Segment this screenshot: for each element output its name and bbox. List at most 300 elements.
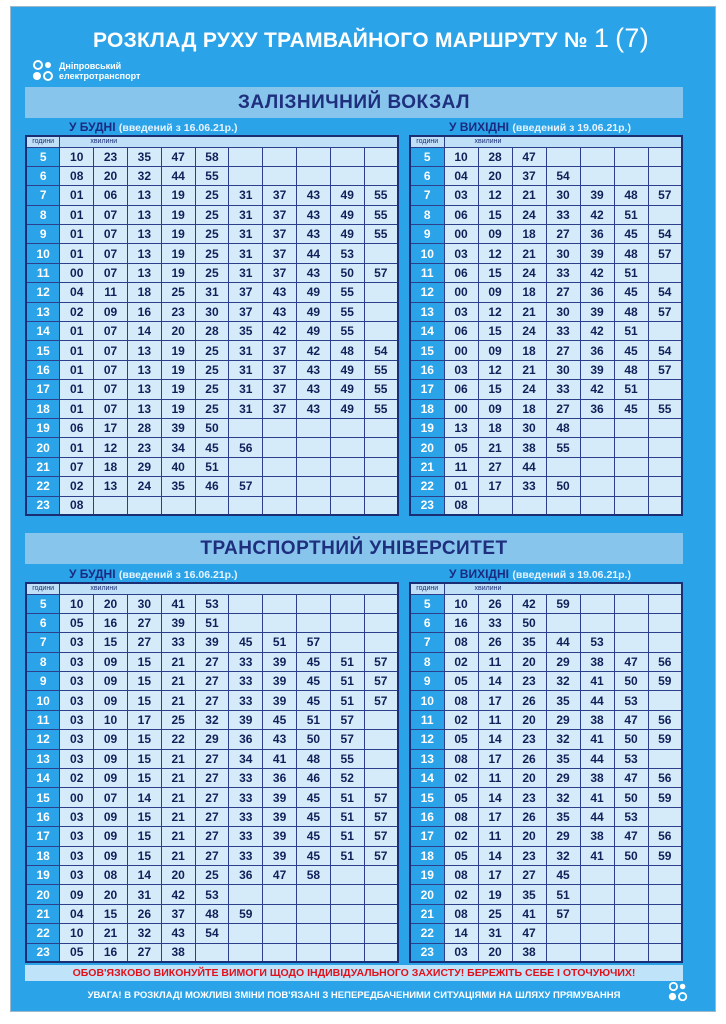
minute-cell: 54 <box>648 225 682 244</box>
hour-cell: 16 <box>410 807 444 826</box>
minute-cell: 20 <box>478 166 512 185</box>
minute-cell: 33 <box>229 672 263 691</box>
hour-cell: 10 <box>410 244 444 263</box>
table-row <box>26 380 398 399</box>
minute-cell: 57 <box>648 302 682 321</box>
hour-cell: 21 <box>410 457 444 476</box>
minute-cell: 05 <box>444 438 478 457</box>
hour-cell: 12 <box>26 283 60 302</box>
table-row <box>410 865 682 884</box>
minute-cell: 35 <box>161 477 195 496</box>
minute-cell: 25 <box>478 904 512 923</box>
minute-cell: 48 <box>614 302 648 321</box>
minute-cell: 45 <box>297 652 331 671</box>
minute-cell: 49 <box>330 225 364 244</box>
minute-cell: 03 <box>60 865 94 884</box>
minute-cell: 44 <box>546 633 580 652</box>
minute-cell <box>330 594 364 613</box>
table-row <box>410 943 682 962</box>
minute-cell: 03 <box>444 302 478 321</box>
minute-cell <box>614 613 648 632</box>
minute-cell: 03 <box>60 807 94 826</box>
section-1-weekday-table <box>25 135 399 516</box>
minute-cell: 33 <box>229 652 263 671</box>
section-2-weekend-label <box>449 567 631 581</box>
minute-cell: 57 <box>330 710 364 729</box>
minute-cell: 51 <box>614 322 648 341</box>
hour-cell: 17 <box>410 380 444 399</box>
minute-cell: 14 <box>478 846 512 865</box>
minute-cell <box>229 418 263 437</box>
minute-cell: 25 <box>195 360 229 379</box>
minute-cell: 15 <box>127 652 161 671</box>
minute-cell <box>364 438 398 457</box>
minute-cell: 05 <box>444 846 478 865</box>
minute-cell <box>364 865 398 884</box>
hour-cell: 18 <box>26 846 60 865</box>
minute-cell <box>648 904 682 923</box>
minute-cell: 02 <box>444 710 478 729</box>
minute-cell <box>229 457 263 476</box>
minute-cell <box>580 943 614 962</box>
minute-cell <box>330 943 364 962</box>
minute-cell: 48 <box>195 904 229 923</box>
minute-cell: 17 <box>478 477 512 496</box>
minutes-column-head: хвилини <box>444 136 682 147</box>
minute-cell: 20 <box>512 827 546 846</box>
minute-cell: 09 <box>94 749 128 768</box>
hour-cell: 22 <box>410 477 444 496</box>
column-head-row <box>26 136 398 147</box>
minute-cell: 21 <box>478 438 512 457</box>
minute-cell: 27 <box>195 788 229 807</box>
hour-cell: 23 <box>410 943 444 962</box>
minute-cell <box>648 477 682 496</box>
minute-cell: 51 <box>330 691 364 710</box>
minute-cell: 57 <box>648 186 682 205</box>
section-1-weekend-table <box>409 135 683 516</box>
minute-cell: 51 <box>195 457 229 476</box>
minute-cell: 56 <box>648 710 682 729</box>
minute-cell: 43 <box>297 263 331 282</box>
minute-cell: 45 <box>297 846 331 865</box>
minute-cell: 20 <box>94 166 128 185</box>
minute-cell: 33 <box>229 769 263 788</box>
minute-cell: 51 <box>330 807 364 826</box>
minute-cell <box>648 457 682 476</box>
minute-cell <box>195 943 229 962</box>
minute-cell: 38 <box>580 710 614 729</box>
minute-cell <box>648 865 682 884</box>
minute-cell: 31 <box>229 205 263 224</box>
table-row <box>26 496 398 515</box>
minute-cell: 03 <box>60 730 94 749</box>
minute-cell: 45 <box>614 341 648 360</box>
minute-cell: 09 <box>60 885 94 904</box>
minute-cell <box>512 496 546 515</box>
table-row <box>26 225 398 244</box>
minute-cell <box>648 749 682 768</box>
minute-cell: 41 <box>580 788 614 807</box>
minute-cell: 57 <box>546 904 580 923</box>
minute-cell: 55 <box>330 322 364 341</box>
minute-cell: 14 <box>127 788 161 807</box>
minute-cell: 03 <box>60 633 94 652</box>
minute-cell: 16 <box>94 943 128 962</box>
minute-cell: 34 <box>161 438 195 457</box>
minute-cell: 09 <box>94 807 128 826</box>
minute-cell: 41 <box>512 904 546 923</box>
minute-cell: 55 <box>364 186 398 205</box>
minute-cell: 15 <box>478 263 512 282</box>
minute-cell: 00 <box>444 283 478 302</box>
minute-cell: 15 <box>127 691 161 710</box>
minute-cell: 51 <box>195 613 229 632</box>
minute-cell: 13 <box>127 186 161 205</box>
minute-cell <box>330 924 364 943</box>
hour-cell: 16 <box>26 807 60 826</box>
minute-cell: 35 <box>127 147 161 166</box>
minute-cell: 39 <box>580 360 614 379</box>
minute-cell: 29 <box>546 827 580 846</box>
minute-cell: 25 <box>195 341 229 360</box>
minute-cell: 13 <box>127 399 161 418</box>
minute-cell: 15 <box>127 769 161 788</box>
minute-cell: 45 <box>195 438 229 457</box>
minute-cell: 36 <box>580 225 614 244</box>
minute-cell: 30 <box>546 186 580 205</box>
minute-cell: 20 <box>161 865 195 884</box>
minute-cell: 53 <box>614 749 648 768</box>
minute-cell: 46 <box>297 769 331 788</box>
table-row <box>410 633 682 652</box>
minute-cell: 05 <box>444 788 478 807</box>
hour-cell: 15 <box>410 341 444 360</box>
minute-cell: 15 <box>127 730 161 749</box>
hour-cell: 6 <box>26 613 60 632</box>
minute-cell: 41 <box>580 730 614 749</box>
minute-cell: 20 <box>512 652 546 671</box>
minute-cell: 06 <box>444 322 478 341</box>
minute-cell: 28 <box>195 322 229 341</box>
minute-cell <box>364 477 398 496</box>
minute-cell: 27 <box>195 807 229 826</box>
minute-cell: 37 <box>161 904 195 923</box>
minute-cell <box>648 147 682 166</box>
hour-cell: 19 <box>26 418 60 437</box>
table-row <box>26 749 398 768</box>
minute-cell: 09 <box>94 672 128 691</box>
minute-cell: 11 <box>94 283 128 302</box>
minute-cell: 21 <box>512 244 546 263</box>
minute-cell: 45 <box>297 827 331 846</box>
minute-cell: 47 <box>512 147 546 166</box>
table-row <box>410 730 682 749</box>
table-row <box>410 205 682 224</box>
hour-cell: 7 <box>410 186 444 205</box>
minute-cell <box>229 166 263 185</box>
minute-cell: 51 <box>614 205 648 224</box>
minute-cell <box>330 438 364 457</box>
minute-cell: 02 <box>444 652 478 671</box>
minute-cell: 45 <box>297 672 331 691</box>
minute-cell <box>614 496 648 515</box>
minute-cell: 55 <box>364 380 398 399</box>
minute-cell: 33 <box>512 477 546 496</box>
minute-cell <box>263 457 297 476</box>
table-row <box>410 244 682 263</box>
minute-cell: 29 <box>546 652 580 671</box>
minute-cell: 37 <box>263 341 297 360</box>
minute-cell <box>297 613 331 632</box>
hour-cell: 15 <box>26 788 60 807</box>
minute-cell: 08 <box>60 166 94 185</box>
hours-column-head: години <box>410 583 444 594</box>
minute-cell: 50 <box>330 263 364 282</box>
minute-cell: 18 <box>478 418 512 437</box>
minute-cell: 36 <box>580 283 614 302</box>
minute-cell: 48 <box>614 244 648 263</box>
hours-column-head: години <box>26 583 60 594</box>
minute-cell: 33 <box>546 322 580 341</box>
minute-cell <box>364 457 398 476</box>
minute-cell: 26 <box>127 904 161 923</box>
minute-cell: 07 <box>94 225 128 244</box>
minute-cell: 39 <box>263 672 297 691</box>
minute-cell: 36 <box>263 769 297 788</box>
weekday-intro-text: (введений з 16.06.21р.) <box>118 122 238 134</box>
hours-column-head: години <box>410 136 444 147</box>
minute-cell: 12 <box>478 244 512 263</box>
table-row <box>26 263 398 282</box>
hour-cell: 22 <box>26 477 60 496</box>
table-row <box>410 477 682 496</box>
minute-cell: 06 <box>444 263 478 282</box>
minute-cell: 19 <box>161 263 195 282</box>
minute-cell: 17 <box>478 691 512 710</box>
minute-cell: 12 <box>478 360 512 379</box>
title-text: РОЗКЛАД РУХУ ТРАМВАЙНОГО МАРШРУТУ № <box>92 29 588 52</box>
minute-cell <box>364 749 398 768</box>
minute-cell: 53 <box>614 807 648 826</box>
hour-cell: 14 <box>410 322 444 341</box>
table-row <box>26 341 398 360</box>
minute-cell: 03 <box>444 943 478 962</box>
minute-cell: 43 <box>297 205 331 224</box>
minute-cell: 21 <box>94 924 128 943</box>
minute-cell: 08 <box>444 496 478 515</box>
minute-cell: 27 <box>478 457 512 476</box>
minute-cell: 51 <box>330 827 364 846</box>
minute-cell <box>580 865 614 884</box>
minute-cell <box>364 633 398 652</box>
minute-cell: 07 <box>94 399 128 418</box>
hour-cell: 13 <box>26 749 60 768</box>
minute-cell: 07 <box>94 205 128 224</box>
hour-cell: 17 <box>26 827 60 846</box>
minute-cell: 31 <box>229 225 263 244</box>
minute-cell <box>297 924 331 943</box>
minute-cell <box>330 613 364 632</box>
table-row <box>410 360 682 379</box>
minute-cell <box>297 943 331 962</box>
minute-cell: 03 <box>60 846 94 865</box>
minute-cell: 19 <box>161 186 195 205</box>
minute-cell: 44 <box>161 166 195 185</box>
minute-cell: 20 <box>94 885 128 904</box>
minute-cell: 49 <box>330 186 364 205</box>
minute-cell <box>364 322 398 341</box>
minute-cell: 28 <box>127 418 161 437</box>
minute-cell: 07 <box>94 360 128 379</box>
minute-cell <box>263 496 297 515</box>
minute-cell: 50 <box>614 788 648 807</box>
minute-cell: 21 <box>161 691 195 710</box>
table-row <box>410 438 682 457</box>
minute-cell <box>364 943 398 962</box>
minute-cell: 08 <box>444 904 478 923</box>
minute-cell: 15 <box>94 633 128 652</box>
minute-cell: 17 <box>478 749 512 768</box>
minute-cell: 59 <box>546 594 580 613</box>
table-row <box>26 633 398 652</box>
minute-cell: 43 <box>263 730 297 749</box>
table-row <box>410 399 682 418</box>
minute-cell: 12 <box>478 302 512 321</box>
minute-cell: 57 <box>364 846 398 865</box>
minute-cell <box>580 924 614 943</box>
minute-cell: 50 <box>614 730 648 749</box>
minute-cell: 21 <box>161 769 195 788</box>
minute-cell <box>648 418 682 437</box>
minute-cell <box>297 147 331 166</box>
hour-cell: 21 <box>26 904 60 923</box>
minute-cell: 27 <box>195 672 229 691</box>
minute-cell <box>580 438 614 457</box>
minute-cell <box>297 904 331 923</box>
minute-cell <box>330 865 364 884</box>
minute-cell <box>297 166 331 185</box>
minute-cell: 15 <box>478 322 512 341</box>
minute-cell: 31 <box>229 263 263 282</box>
minute-cell: 57 <box>364 691 398 710</box>
minute-cell: 39 <box>263 827 297 846</box>
minute-cell: 30 <box>546 244 580 263</box>
minute-cell: 25 <box>195 186 229 205</box>
minute-cell: 51 <box>614 380 648 399</box>
minute-cell: 33 <box>229 691 263 710</box>
minute-cell: 21 <box>161 827 195 846</box>
minute-cell: 51 <box>330 788 364 807</box>
minute-cell: 27 <box>195 846 229 865</box>
minute-cell: 15 <box>127 807 161 826</box>
minute-cell: 56 <box>648 827 682 846</box>
minute-cell: 07 <box>94 788 128 807</box>
table-row <box>26 885 398 904</box>
minute-cell: 18 <box>512 341 546 360</box>
minute-cell: 27 <box>195 652 229 671</box>
minute-cell: 43 <box>263 302 297 321</box>
minute-cell: 20 <box>512 769 546 788</box>
hour-cell: 6 <box>410 166 444 185</box>
minute-cell: 08 <box>444 633 478 652</box>
minute-cell <box>546 496 580 515</box>
section-2-weekend-table <box>409 582 683 963</box>
minute-cell: 53 <box>580 633 614 652</box>
minute-cell: 39 <box>580 302 614 321</box>
minute-cell: 00 <box>60 788 94 807</box>
minute-cell: 02 <box>60 302 94 321</box>
minute-cell: 03 <box>444 360 478 379</box>
minute-cell: 47 <box>614 769 648 788</box>
minute-cell: 26 <box>512 749 546 768</box>
hour-cell: 13 <box>410 749 444 768</box>
minute-cell: 21 <box>161 749 195 768</box>
weekend-label-text: У ВИХІДНІ <box>449 567 509 581</box>
table-row <box>26 594 398 613</box>
minute-cell: 50 <box>546 477 580 496</box>
minute-cell <box>330 418 364 437</box>
table-row <box>26 730 398 749</box>
minute-cell: 19 <box>161 225 195 244</box>
minute-cell: 57 <box>364 672 398 691</box>
minute-cell: 37 <box>263 380 297 399</box>
minute-cell: 31 <box>229 360 263 379</box>
minute-cell: 31 <box>229 186 263 205</box>
logo-text <box>59 61 140 81</box>
minute-cell: 29 <box>546 769 580 788</box>
minute-cell <box>229 613 263 632</box>
minute-cell: 01 <box>60 244 94 263</box>
minute-cell: 58 <box>195 147 229 166</box>
table-row <box>26 399 398 418</box>
minute-cell: 47 <box>614 710 648 729</box>
hour-cell: 5 <box>26 147 60 166</box>
minute-cell: 29 <box>546 710 580 729</box>
minute-cell <box>614 438 648 457</box>
minute-cell: 27 <box>512 865 546 884</box>
minute-cell: 14 <box>127 865 161 884</box>
minute-cell: 20 <box>478 943 512 962</box>
minute-cell: 06 <box>94 186 128 205</box>
minute-cell: 27 <box>195 827 229 846</box>
minute-cell: 39 <box>161 613 195 632</box>
minute-cell: 55 <box>195 166 229 185</box>
table-row <box>410 904 682 923</box>
minute-cell: 08 <box>444 691 478 710</box>
minute-cell <box>546 924 580 943</box>
minute-cell: 31 <box>229 399 263 418</box>
minute-cell: 48 <box>614 360 648 379</box>
minute-cell: 31 <box>229 341 263 360</box>
hour-cell: 7 <box>26 186 60 205</box>
minute-cell: 39 <box>263 691 297 710</box>
table-row <box>410 710 682 729</box>
minute-cell: 47 <box>614 827 648 846</box>
minute-cell <box>614 594 648 613</box>
minute-cell: 02 <box>444 827 478 846</box>
minute-cell: 13 <box>127 341 161 360</box>
minute-cell: 15 <box>478 205 512 224</box>
minute-cell <box>580 885 614 904</box>
table-row <box>26 438 398 457</box>
minute-cell: 37 <box>229 302 263 321</box>
minute-cell: 45 <box>546 865 580 884</box>
minute-cell: 57 <box>330 730 364 749</box>
hour-cell: 12 <box>410 283 444 302</box>
minute-cell: 35 <box>546 807 580 826</box>
minute-cell: 56 <box>648 652 682 671</box>
